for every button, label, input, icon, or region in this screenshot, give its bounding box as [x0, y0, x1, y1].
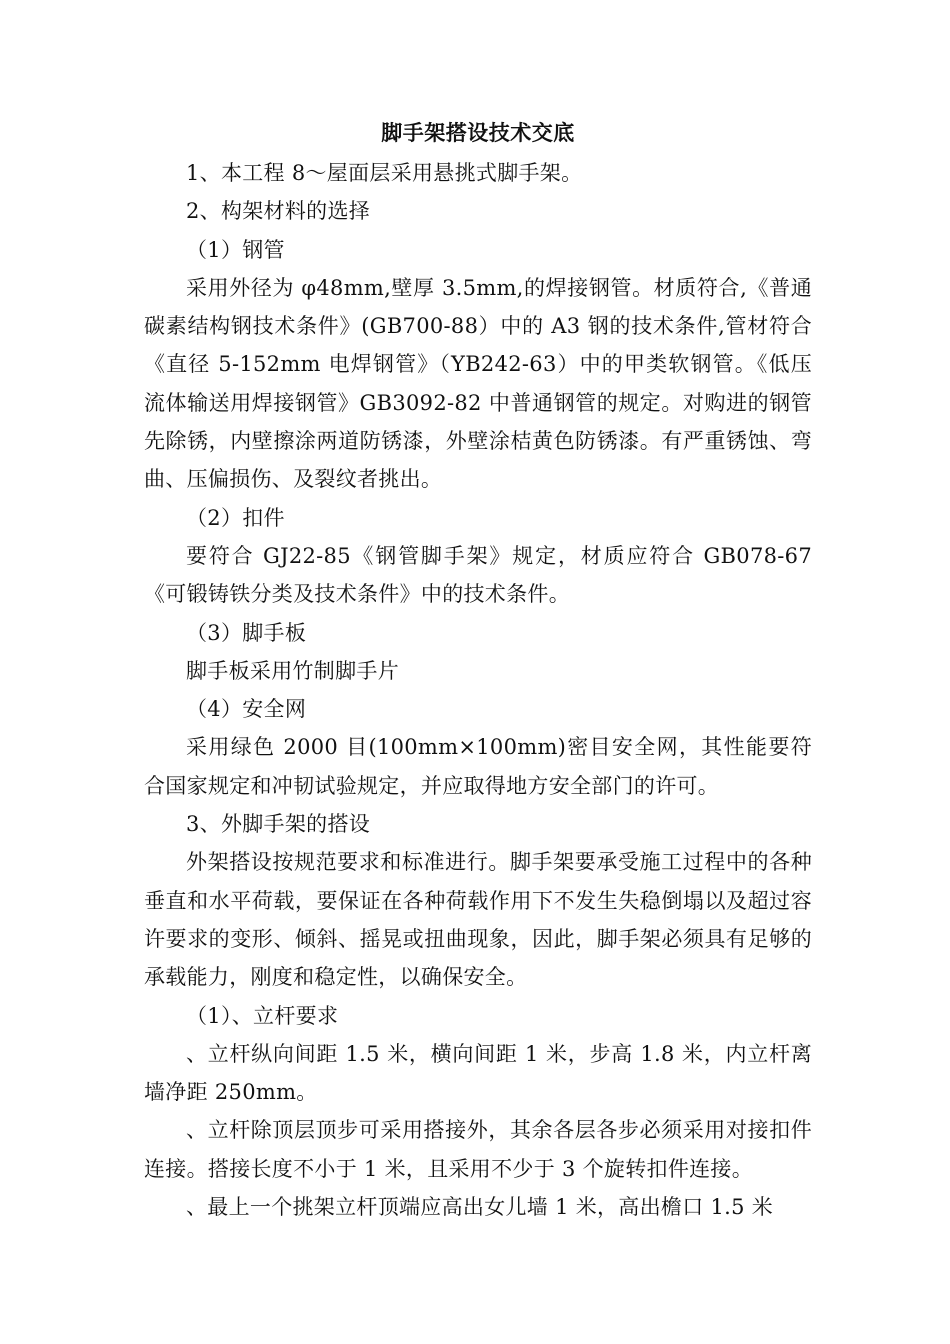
- paragraph-scaffold-board: 脚手板采用竹制脚手片: [186, 658, 399, 683]
- subheading-safety-net: （4）安全网: [186, 697, 307, 722]
- subheading-scaffold-board: （3）脚手板: [186, 620, 307, 645]
- paragraph-fastener: 要符合 GJ22-85《钢管脚手架》规定，材质应符合 GB078-67《可锻铸铁分类及技术条件》中的技术条件。: [144, 543, 812, 607]
- subheading-fastener: （2）扣件: [186, 505, 285, 530]
- subheading-steel-pipe: （1）钢管: [186, 237, 285, 262]
- paragraph-upright-height: 、最上一个挑架立杆顶端应高出女儿墙 1 米，高出檐口 1.5 米: [186, 1195, 774, 1220]
- heading-material-selection: 2、构架材料的选择: [186, 199, 371, 224]
- heading-external-scaffold: 3、外脚手架的搭设: [186, 812, 371, 837]
- paragraph-project-scope: 1、本工程 8～屋面层采用悬挑式脚手架。: [186, 161, 583, 185]
- paragraph-safety-net: 采用绿色 2000 目(100mm×100mm)密目安全网，其性能要符合国家规定和冲韧试验规定，并应取得地方安全部门的许可。: [144, 735, 812, 798]
- paragraph-steel-pipe: 采用外径为 φ48mm,壁厚 3.5mm,的焊接钢管。材质符合,《普通碳素结构钢技术条件》(GB700-88）中的 A3 钢的技术条件,管材符合《直径 5-152mm 电焊钢管》（YB242-63）中的甲类软钢管。《低压流体输送用焊接钢管》GB3092-82 中普通钢管的规定。对购进的钢管先除锈，内壁擦涂两道防锈漆，外壁涂桔黄色防锈漆。有严重锈蚀、弯曲、压偏损伤、及裂纹者挑出。: [144, 275, 812, 492]
- document-title: 脚手架搭设技术交底: [381, 120, 575, 145]
- document-page: [144, 112, 812, 1226]
- subheading-upright-requirements: （1）、立杆要求: [186, 1003, 339, 1028]
- paragraph-external-scaffold: 外架搭设按规范要求和标准进行。脚手架要承受施工过程中的各种垂直和水平荷载，要保证在各种荷载作用下不发生失稳倒塌以及超过容许要求的变形、倾斜、摇晃或扭曲现象，因此，脚手架必须具有足够的承载能力，刚度和稳定性，以确保安全。: [144, 850, 812, 990]
- paragraph-upright-spacing: 、立杆纵向间距 1.5 米，横向间距 1 米，步高 1.8 米，内立杆离墙净距 250mm。: [144, 1041, 812, 1105]
- paragraph-upright-joints: 、立杆除顶层顶步可采用搭接外，其余各层各步必须采用对接扣件连接。搭接长度不小于 1 米，且采用不少于 3 个旋转扣件连接。: [144, 1118, 812, 1181]
